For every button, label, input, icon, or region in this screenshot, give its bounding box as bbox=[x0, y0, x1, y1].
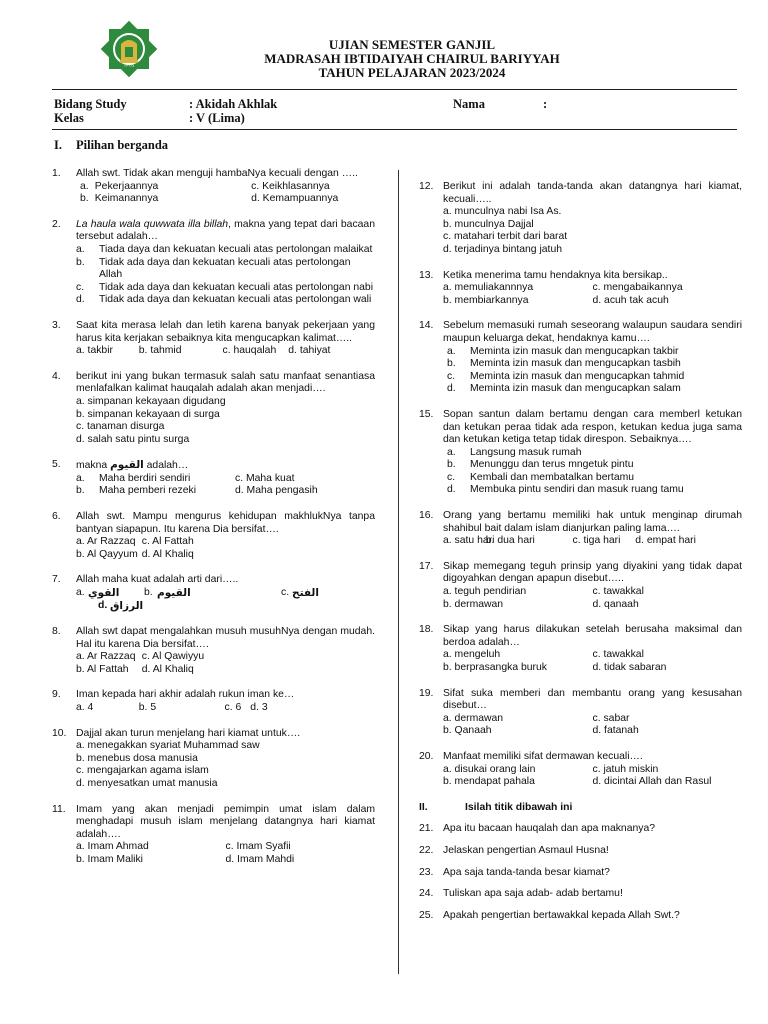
option: d. qanaah bbox=[592, 598, 639, 610]
question-number: 9. bbox=[52, 689, 61, 701]
answer-options bbox=[443, 447, 742, 497]
question-item bbox=[419, 624, 742, 674]
option: d. menyesatkan umat manusia bbox=[76, 777, 218, 789]
class-value: : V (Lima) bbox=[189, 111, 245, 125]
option: a. Langsung masuk rumah bbox=[447, 446, 582, 458]
option: b. mendapat pahala bbox=[443, 776, 535, 788]
answer-options bbox=[76, 396, 375, 446]
option: c. Imam Syafii bbox=[225, 841, 291, 853]
question-text: Allah swt dapat mengalahkan musuh musuhNya dengan mudah. Hal itu karena Dia bersifat…. bbox=[76, 626, 375, 650]
question-number: 17. bbox=[419, 560, 434, 572]
option: b. Menunggu dan terus mngetuk pintu bbox=[447, 459, 634, 471]
option: d. Kemampuannya bbox=[251, 193, 339, 205]
question-text: Berikut ini adalah tanda-tanda akan datangnya hari kiamat, kecuali….. bbox=[443, 181, 742, 205]
question-number: 8. bbox=[52, 626, 61, 638]
option-row: b. Maha pemberi rezeki d. Maha pengasih bbox=[76, 485, 318, 497]
option: b. munculnya Dajjal bbox=[443, 218, 534, 230]
essay-question: 23. Apa saja tanda-tanda besar kiamat? bbox=[419, 866, 610, 878]
question-item bbox=[419, 409, 742, 497]
option: a. Ar Razzaq bbox=[76, 536, 136, 548]
section-title: I. Pilihan berganda bbox=[54, 138, 169, 152]
answer-options bbox=[76, 244, 375, 307]
answer-options bbox=[76, 702, 375, 715]
option: d. salah satu pintu surga bbox=[76, 433, 190, 445]
option: c. jatuh miskin bbox=[592, 763, 659, 775]
essay-question: 21. Apa itu bacaan hauqalah dan apa maknanya? bbox=[419, 823, 656, 835]
option: b. dermawan bbox=[443, 598, 504, 610]
question-text: Allah swt. Mampu mengurus kehidupan makhlukNya tanpa bantyan siapapun. Itu karena Dia bersifat…. bbox=[76, 511, 375, 535]
option: b. membiarkannya bbox=[443, 294, 529, 306]
logo-text: YPHS bbox=[123, 62, 135, 68]
question-text: Sifat suka memberi dan membantu orang yang kesusahan disebut… bbox=[443, 687, 742, 712]
option-row: a. Maha berdiri sendiri c. Maha kuat bbox=[76, 472, 295, 484]
section-2-title: II. Isilah titik dibawah ini bbox=[419, 801, 573, 813]
option: a. disukai orang lain bbox=[443, 763, 536, 775]
option: b. simpanan kekayaan di surga bbox=[76, 408, 220, 420]
column-divider bbox=[398, 170, 399, 974]
question-number: 15. bbox=[419, 408, 434, 420]
option: c. Meminta izin masuk dan mengucapkan tahmid bbox=[447, 370, 685, 382]
exam-title: UJIAN SEMESTER GANJIL bbox=[328, 37, 496, 52]
subject-value: : Akidah Akhlak bbox=[189, 97, 278, 111]
option: a. 4 bbox=[76, 702, 94, 713]
question-item bbox=[419, 510, 742, 548]
answer-options: a. القوي b. القيوم c. الفتح d. الرزاق bbox=[76, 587, 319, 613]
option: b. menebus dosa manusia bbox=[76, 752, 198, 764]
question-number: 6. bbox=[52, 511, 61, 523]
option-text: Pekerjaannya bbox=[94, 180, 159, 192]
option: a. Imam Ahmad bbox=[76, 841, 149, 853]
question-item bbox=[52, 689, 375, 714]
option: a. Ar Razzaq bbox=[76, 651, 136, 663]
answer-options bbox=[76, 740, 375, 790]
option: d. Al Khaliq bbox=[141, 548, 194, 560]
question-number: 19. bbox=[419, 687, 434, 699]
question-item bbox=[52, 168, 375, 206]
option: a. mengeluh bbox=[443, 649, 501, 661]
option: a. dermawan bbox=[443, 712, 504, 724]
class-label: Kelas bbox=[54, 111, 84, 125]
question-item bbox=[52, 371, 375, 447]
question-item bbox=[52, 459, 375, 498]
question-number: 4. bbox=[52, 370, 61, 382]
option: d. 3 bbox=[250, 702, 268, 713]
question-item bbox=[52, 320, 375, 358]
question-item bbox=[419, 181, 742, 257]
option: a. memuliakannnya bbox=[443, 282, 534, 294]
option: a. simpanan kekayaan digudang bbox=[76, 395, 226, 407]
option: d. empat hari bbox=[635, 535, 696, 547]
answer-options bbox=[76, 181, 375, 206]
option: c. hauqalah bbox=[222, 345, 277, 357]
questions-left-column bbox=[52, 168, 375, 880]
option: c. Keikhlasannya bbox=[251, 180, 330, 192]
question-text: Ketika menerima tamu hendaknya kita bersikap.. bbox=[443, 269, 668, 281]
option: d. acuh tak acuh bbox=[592, 294, 669, 306]
option: c. Tidak ada daya dan kekuatan kecuali atas pertolongan nabi bbox=[76, 281, 374, 293]
option: c. tanaman disurga bbox=[76, 421, 165, 433]
school-logo bbox=[100, 20, 158, 78]
option: c. sabar bbox=[592, 712, 630, 724]
option: d. Tidak ada daya dan kekuatan kecuali atas pertolongan wali bbox=[76, 294, 372, 306]
question-number: 12. bbox=[419, 181, 434, 192]
option: c. matahari terbit dari barat bbox=[443, 231, 568, 243]
option: c. 6 bbox=[224, 702, 242, 713]
option: b. Al Fattah bbox=[76, 663, 129, 675]
arabic-term: القيوم bbox=[110, 459, 144, 472]
option: c. tawakkal bbox=[592, 586, 644, 598]
answer-options bbox=[443, 282, 742, 307]
logo-star-emblem bbox=[101, 21, 158, 78]
name-label: Nama bbox=[453, 97, 485, 111]
name-colon: : bbox=[543, 97, 548, 111]
school-name: MADRASAH IBTIDAIYAH CHAIRUL BARIYYAH bbox=[264, 51, 560, 66]
arabic-option: الرزاق bbox=[110, 600, 144, 613]
question-number: 13. bbox=[419, 269, 434, 281]
answer-options bbox=[76, 841, 375, 866]
question-number: 14. bbox=[419, 320, 434, 332]
option: c. tawakkal bbox=[592, 649, 644, 661]
answer-options bbox=[443, 346, 742, 396]
answer-options bbox=[76, 473, 375, 498]
option: a. takbir bbox=[76, 345, 113, 357]
option: d. tidak sabaran bbox=[592, 662, 667, 673]
option: d. Al Khaliq bbox=[141, 663, 194, 675]
option: b. dua hari bbox=[485, 535, 535, 547]
answer-options bbox=[443, 535, 742, 548]
question-item bbox=[52, 626, 375, 676]
info-rule bbox=[52, 129, 737, 130]
answer-options bbox=[443, 764, 742, 789]
question-text: berikut ini yang bukan termasuk salah satu manfaat senantiasa menlafalkan kalimat hauqalah adalah akan menjadi…. bbox=[76, 370, 375, 395]
option: d. fatanah bbox=[592, 725, 639, 737]
question-text: Sopan santun dalam bertamu dengan cara memberl ketukan dan ketukan peraa tidak ada respon, ketukan kedua juga sama dan ketukan ketiga tetap tidak direspon. Sebaiknya…. bbox=[443, 408, 742, 446]
question-number: 20. bbox=[419, 750, 434, 762]
question-item bbox=[419, 270, 742, 308]
question-item bbox=[419, 320, 742, 396]
question-number: 7. bbox=[52, 574, 61, 586]
option: c. Al Qawiyyu bbox=[141, 651, 205, 663]
option-label: a. bbox=[80, 180, 89, 192]
option: c. Al Fattah bbox=[141, 536, 194, 548]
question-item bbox=[419, 561, 742, 611]
question-number: 2. bbox=[52, 218, 61, 230]
option: a. satu hari bbox=[443, 535, 495, 547]
question-number: 11. bbox=[52, 803, 66, 815]
option: d. dicintai Allah dan Rasul bbox=[592, 776, 712, 788]
question-item bbox=[419, 751, 742, 789]
question-item bbox=[52, 804, 375, 867]
question-text: Imam yang akan menjadi pemimpin umat islam dalam menghadapi musuh islam menjelang datangnya hari kiamat adalah…. bbox=[76, 803, 375, 840]
question-text: Sikap yang harus dilakukan setelah berusaha maksimal dan berdoa adalah… bbox=[443, 624, 742, 648]
essay-question: 24. Tuliskan apa saja adab- adab bertamu! bbox=[419, 888, 623, 900]
question-number: 16. bbox=[419, 510, 434, 522]
option: c. tiga hari bbox=[572, 535, 621, 547]
question-text: makna القيوم adalah… bbox=[76, 459, 189, 472]
option-label: b. bbox=[80, 193, 89, 205]
option: a. munculnya nabi Isa As. bbox=[443, 206, 562, 218]
answer-options bbox=[76, 345, 375, 358]
question-text: Sikap memegang teguh prinsip yang diyakini yang tidak dapat digoyahkan dengan apapun disebut….. bbox=[443, 560, 742, 585]
answer-options bbox=[76, 536, 375, 561]
answer-options bbox=[443, 713, 742, 738]
option: b. Tidak ada daya dan kekuatan kecuali atas pertolongan Allah bbox=[76, 256, 351, 281]
option: c. mengabaikannya bbox=[592, 282, 683, 294]
header-rule bbox=[52, 89, 737, 90]
question-text: Iman kepada hari akhir adalah rukun iman ke… bbox=[76, 689, 295, 701]
question-item bbox=[419, 688, 742, 738]
option: b. Meminta izin masuk dan mengucapkan tasbih bbox=[447, 358, 681, 370]
question-text: Saat kita merasa lelah dan letih karena banyak pekerjaan yang harus kita kerjakan sebaiknya kita mengucapkan kalimat….. bbox=[76, 319, 375, 344]
answer-options bbox=[443, 586, 742, 611]
question-text: Orang yang bertamu memiliki hak untuk menginap dirumah shahibul bait dalam islam dianjurkan paling lama…. bbox=[443, 510, 742, 534]
questions-right-column bbox=[419, 181, 742, 931]
essay-question: 25. Apakah pengertian bertawakkal kepada Allah Swt.? bbox=[419, 909, 680, 921]
question-number: 5. bbox=[52, 459, 61, 471]
question-text: Allah swt. Tidak akan menguji hambaNya kecuali dengan ….. bbox=[76, 168, 358, 179]
option: d. Imam Mahdi bbox=[225, 853, 295, 865]
option: d. Membuka pintu sendiri dan masuk ruang tamu bbox=[447, 484, 684, 496]
option: a. menegakkan syariat Muhammad saw bbox=[76, 740, 260, 752]
question-text: Allah maha kuat adalah arti dari….. bbox=[76, 574, 239, 586]
question-item bbox=[52, 728, 375, 791]
option: b. tahmid bbox=[138, 345, 182, 357]
option: a. Meminta izin masuk dan mengucapkan takbir bbox=[447, 345, 679, 357]
arabic-option: الفتح bbox=[292, 587, 319, 600]
question-item bbox=[52, 219, 375, 307]
option: c. mengajarkan agama islam bbox=[76, 765, 209, 777]
question-number: 3. bbox=[52, 319, 61, 331]
question-text: La haula wala quwwata illa billah, makna yang tepat dari bacaan tersebut adalah… bbox=[76, 218, 375, 243]
question-item bbox=[52, 511, 375, 561]
question-number: 18. bbox=[419, 624, 434, 636]
option: b. Qanaah bbox=[443, 725, 492, 737]
question-text: Dajjal akan turun menjelang hari kiamat untuk…. bbox=[76, 727, 301, 739]
arabic-option: القوي bbox=[88, 587, 120, 600]
option: a. teguh pendirian bbox=[443, 586, 527, 598]
option: b. 5 bbox=[138, 702, 157, 713]
question-item bbox=[52, 574, 375, 613]
answer-options bbox=[443, 649, 742, 674]
option: d. Meminta izin masuk dan mengucapkan salam bbox=[447, 383, 681, 395]
answer-options bbox=[76, 651, 375, 676]
option: d. terjadinya bintang jatuh bbox=[443, 243, 563, 255]
option: b. Imam Maliki bbox=[76, 853, 143, 865]
option: c. Kembali dan membatalkan bertamu bbox=[447, 471, 635, 483]
question-text: Sebelum memasuki rumah seseorang walaupun saudara sendiri maupun keluarga dekat, hendaknya kamu…. bbox=[443, 320, 742, 344]
essay-question: 22. Jelaskan pengertian Asmaul Husna! bbox=[419, 844, 609, 856]
option: b. Al Qayyum bbox=[76, 548, 138, 560]
question-text: Manfaat memiliki sifat dermawan kecuali…. bbox=[443, 750, 643, 762]
subject-label: Bidang Study bbox=[54, 97, 127, 111]
question-number: 1. bbox=[52, 168, 61, 179]
question-number: 10. bbox=[52, 727, 67, 739]
option: a. Tiada daya dan kekuatan kecuali atas pertolongan malaikat bbox=[76, 243, 373, 255]
arabic-option: القيوم bbox=[157, 587, 191, 600]
answer-options bbox=[443, 206, 742, 256]
academic-year: TAHUN PELAJARAN 2023/2024 bbox=[318, 65, 506, 80]
option: b. berprasangka buruk bbox=[443, 662, 547, 673]
option-text: Keimanannya bbox=[94, 193, 159, 205]
option: d. tahiyat bbox=[288, 345, 331, 357]
